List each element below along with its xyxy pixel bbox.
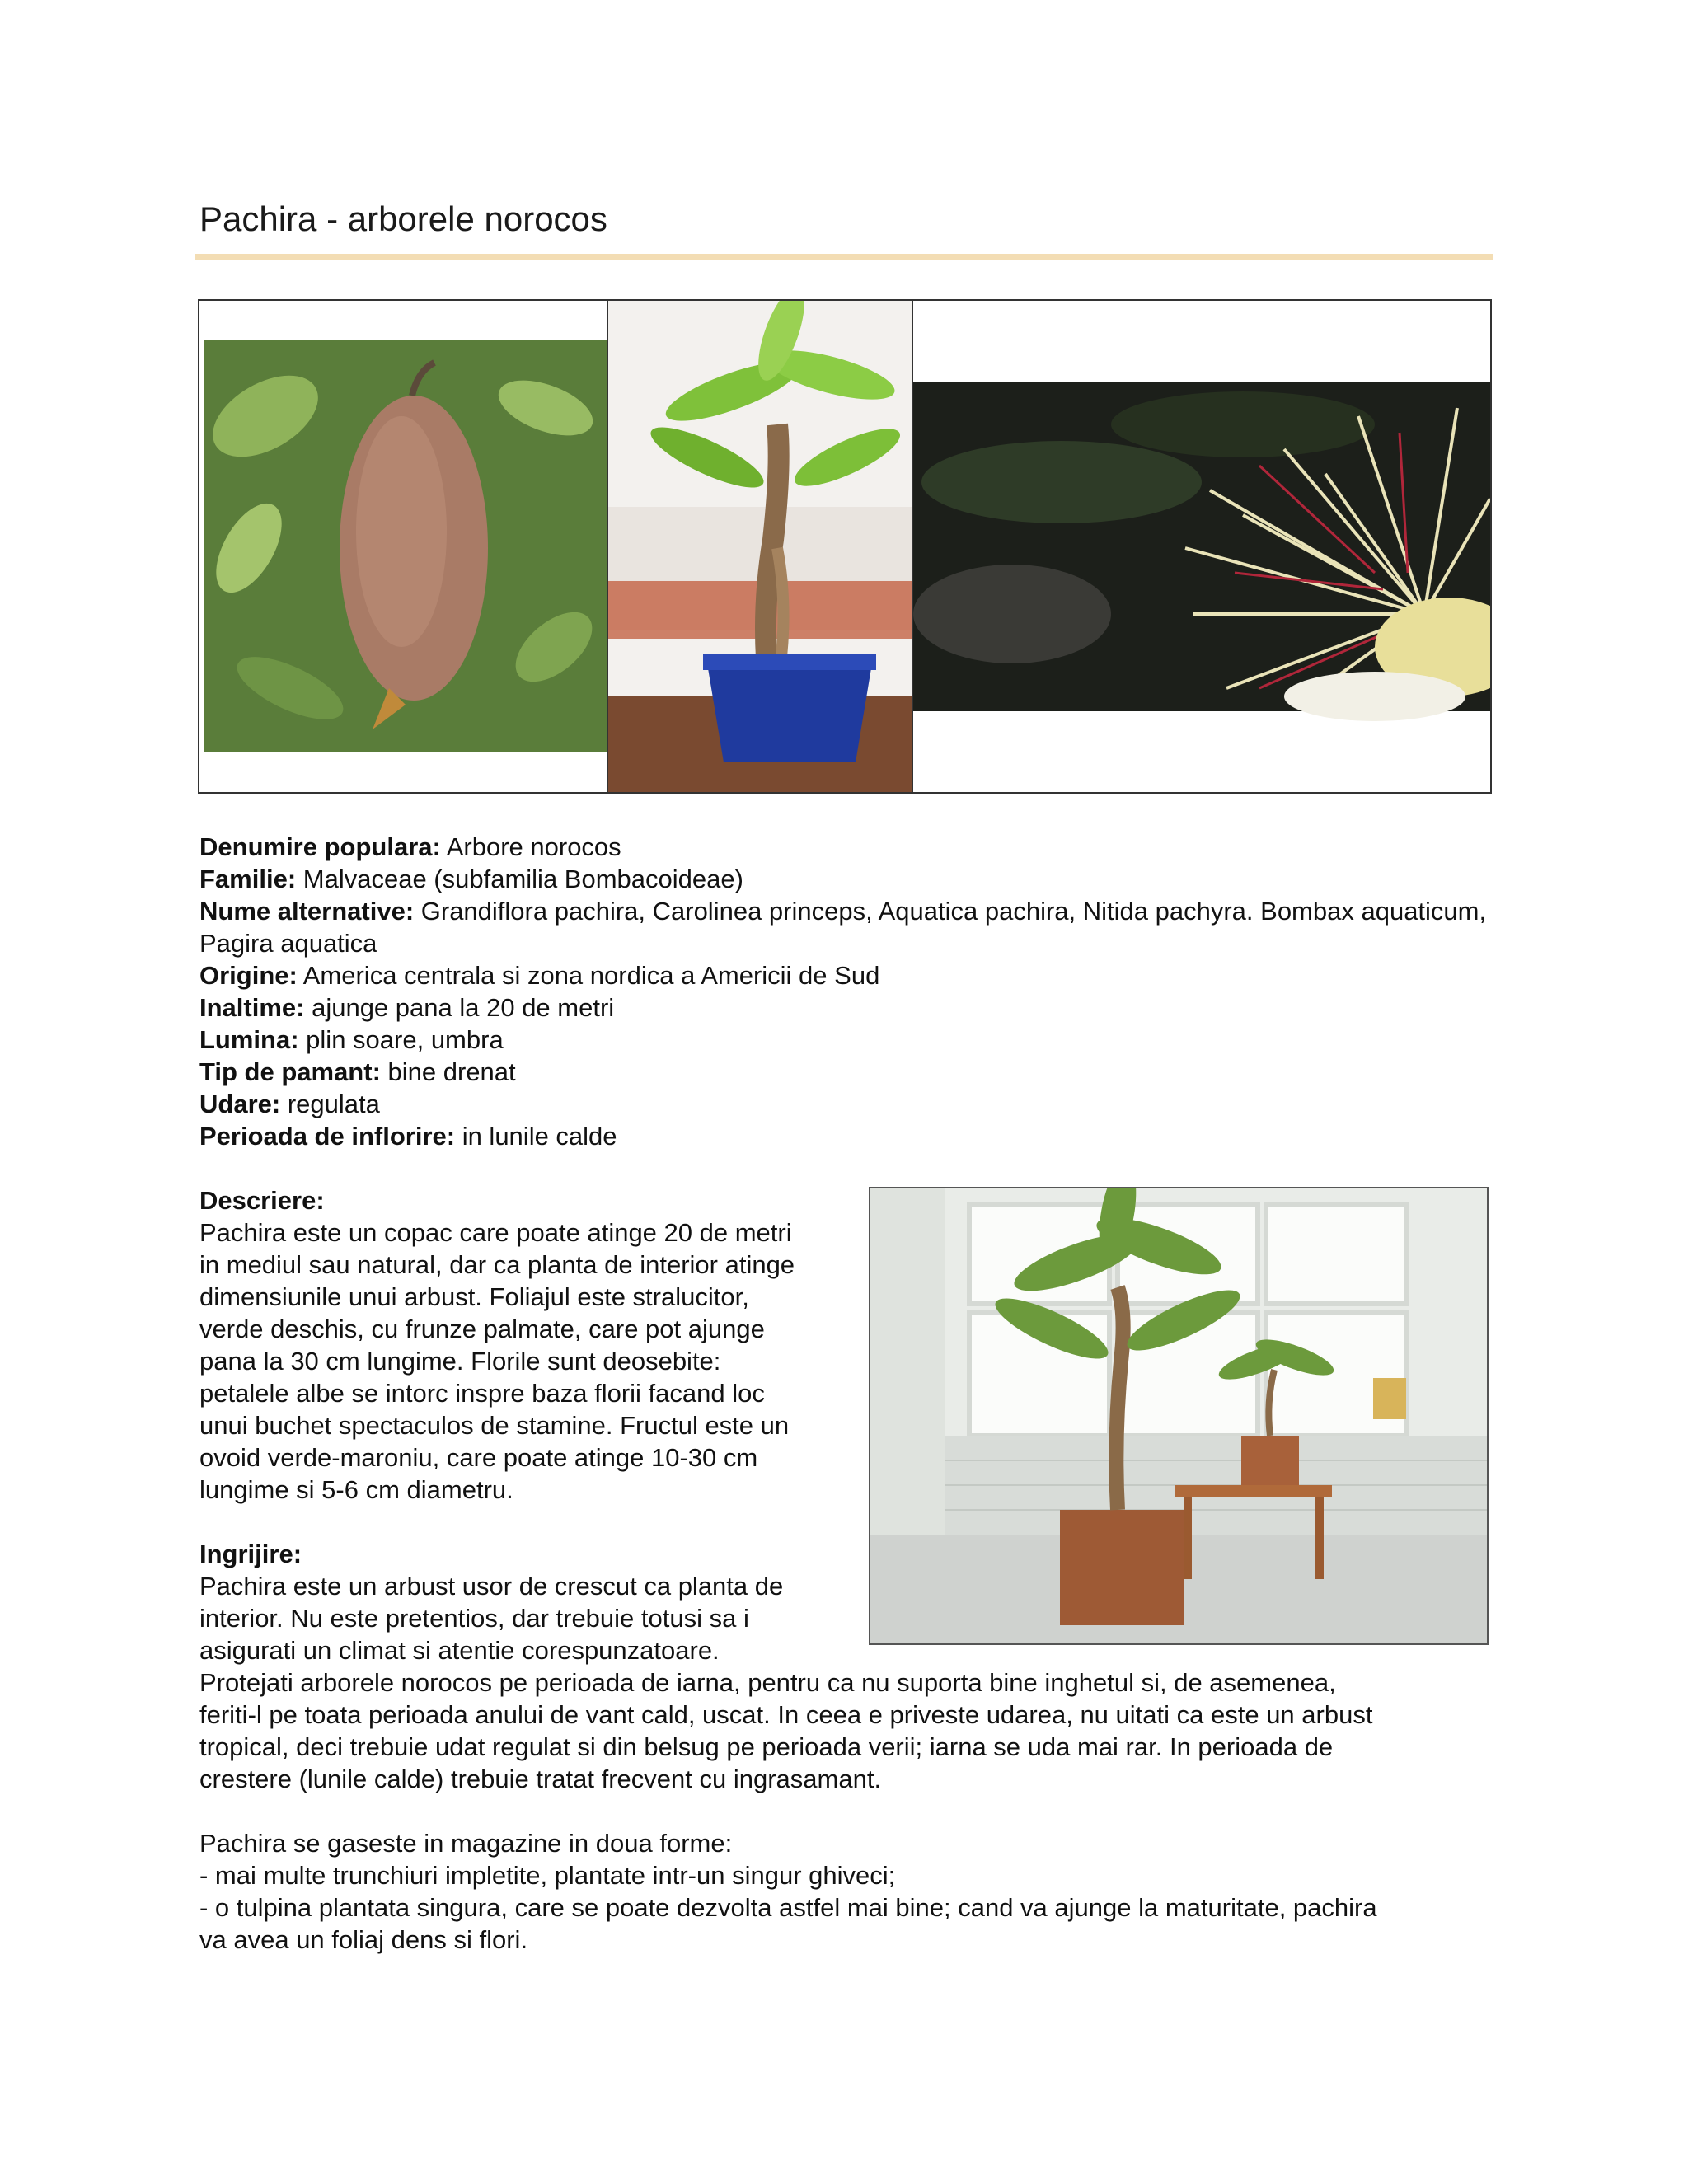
fact-value: regulata	[280, 1090, 380, 1118]
fact-popular-name	[199, 831, 1502, 863]
fact-label: Origine:	[199, 961, 298, 990]
description-line: petalele albe se intorc inspre baza florii facand loc	[199, 1379, 765, 1408]
care-line: crestere (lunile calde) trebuie tratat frecvent cu ingrasamant.	[199, 1765, 882, 1793]
fact-label: Nume alternative:	[199, 897, 415, 926]
forms-item: - mai multe trunchiuri impletite, plantate intr-un singur ghiveci;	[199, 1861, 896, 1890]
description-line: Pachira este un copac care poate atinge 20 de metri	[199, 1218, 792, 1247]
fact-label: Udare:	[199, 1090, 281, 1118]
description-text	[199, 1216, 851, 1506]
page-title: Pachira - arborele norocos	[199, 199, 607, 238]
care-line: asigurati un climat si atentie corespunzatoare.	[199, 1636, 720, 1665]
fact-value: plin soare, umbra	[298, 1025, 504, 1054]
fact-light	[199, 1024, 1502, 1056]
care-text-narrow	[199, 1570, 851, 1666]
forms-item: va avea un foliaj dens si flori.	[199, 1925, 528, 1954]
fact-label: Denumire populara:	[199, 832, 441, 861]
title-divider	[195, 254, 1493, 260]
fact-watering	[199, 1088, 1502, 1120]
care-line: Pachira este un arbust usor de crescut ca planta de	[199, 1572, 784, 1601]
fact-label: Lumina:	[199, 1025, 299, 1054]
fact-soil	[199, 1056, 1502, 1088]
fact-origin	[199, 959, 1502, 991]
forms-intro: Pachira se gaseste in magazine in doua forme:	[199, 1829, 733, 1858]
description-line: verde deschis, cu frunze palmate, care pot ajunge	[199, 1315, 765, 1343]
description-line: in mediul sau natural, dar ca planta de interior atinge	[199, 1250, 795, 1279]
interior-photo	[869, 1187, 1489, 1645]
fact-value: ajunge pana la 20 de metri	[304, 993, 615, 1022]
fact-value: America centrala si zona nordica a Americii de Sud	[297, 961, 880, 990]
description-line: ovoid verde-maroniu, care poate atinge 10-30 cm	[199, 1443, 758, 1472]
photo-strip	[198, 299, 1492, 794]
care-text-wide	[199, 1666, 1502, 1795]
fact-value: Malvaceae (subfamilia Bombacoideae)	[296, 865, 743, 893]
fact-label: Perioada de inflorire:	[199, 1122, 456, 1151]
description-line: pana la 30 cm lungime. Florile sunt deosebite:	[199, 1347, 721, 1376]
care-line: feriti-l pe toata perioada anului de vant cald, uscat. In ceea e priveste udarea, nu uitati ca este un arbust	[199, 1700, 1373, 1729]
fruit-photo	[199, 301, 608, 792]
care-line: interior. Nu este pretentios, dar trebuie totusi sa i	[199, 1604, 749, 1633]
care-line: Protejati arborele norocos pe perioada de iarna, pentru ca nu suporta bine inghetul si, de asemenea,	[199, 1668, 1336, 1697]
fact-value: Arbore norocos	[440, 832, 621, 861]
care-line: tropical, deci trebuie udat regulat si din belsug pe perioada verii; iarna se uda mai rar. In perioada de	[199, 1732, 1334, 1761]
fact-family	[199, 863, 1502, 895]
fact-label: Tip de pamant:	[199, 1057, 381, 1086]
bonsai-photo	[608, 301, 913, 792]
fact-value: in lunile calde	[455, 1122, 617, 1151]
fact-label: Familie:	[199, 865, 297, 893]
fact-alt-names	[199, 895, 1502, 959]
description-line: lungime si 5-6 cm diametru.	[199, 1475, 513, 1504]
fact-value: Grandiflora pachira, Carolinea princeps, Aquatica pachira, Nitida pachyra. Bombax aquaticum, Pagira aquatica	[199, 897, 1487, 958]
fact-blooming	[199, 1120, 1502, 1152]
description-heading: Descriere:	[199, 1186, 325, 1215]
fact-value: bine drenat	[380, 1057, 516, 1086]
flower-photo	[913, 301, 1490, 792]
care-heading: Ingrijire:	[199, 1540, 302, 1568]
description-line: unui buchet spectaculos de stamine. Fructul este un	[199, 1411, 790, 1440]
forms-item: - o tulpina plantata singura, care se poate dezvolta astfel mai bine; cand va ajunge la maturitate, pachira	[199, 1893, 1377, 1922]
description-line: dimensiunile unui arbust. Foliajul este stralucitor,	[199, 1282, 749, 1311]
fact-label: Inaltime:	[199, 993, 305, 1022]
fact-height	[199, 991, 1502, 1024]
